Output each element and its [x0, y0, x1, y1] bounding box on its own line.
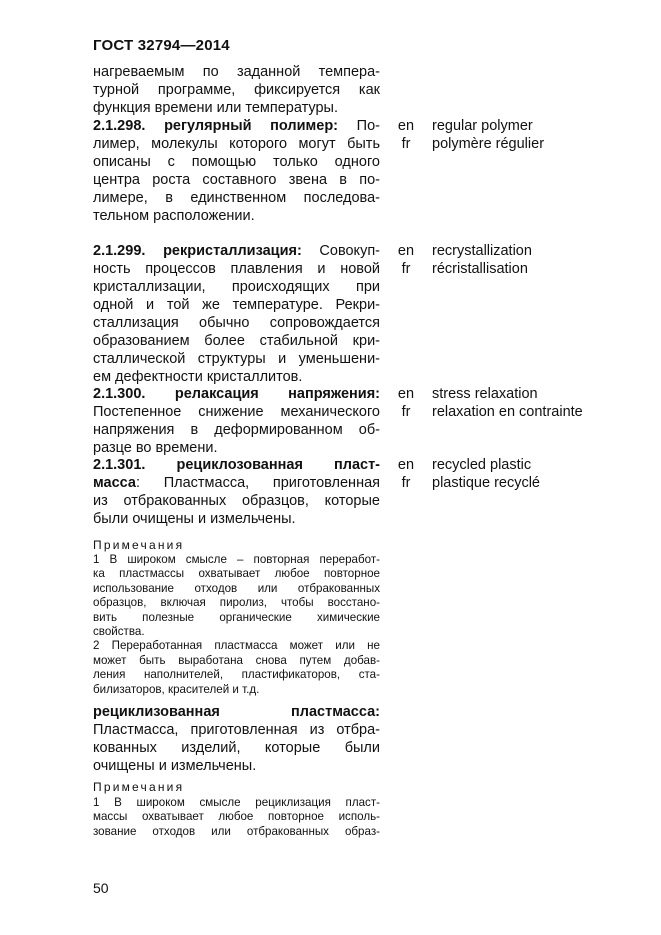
lang-code-en: en — [397, 243, 415, 259]
notes-block — [93, 796, 380, 839]
notes-heading: Примечания — [93, 780, 185, 794]
translation-en: recycled plastic — [432, 457, 532, 473]
term-name: релаксация напряжения: — [174, 386, 380, 402]
text-line: кристаллизации, происходящих при — [93, 279, 380, 295]
term-number: 2.1.298. — [93, 118, 146, 134]
translation-en: regular polymer — [432, 118, 533, 134]
text-line: лимере, в единственном последова- — [93, 190, 380, 206]
text-line: образованием более стабильной кри- — [93, 333, 380, 349]
note-line: зование отходов или отбракованных образ- — [93, 824, 380, 838]
term-entry-recycled-plastic — [93, 703, 380, 775]
text-line: кованных изделий, которые были — [93, 740, 380, 756]
note-line: вить полезные органические химические — [93, 610, 380, 624]
text-line: разце во времени. — [93, 440, 218, 456]
text-line — [93, 474, 380, 492]
text-line: лимер, молекулы которого могут быть — [93, 136, 380, 152]
text-line: нагреваемым по заданной темпера- — [93, 64, 380, 80]
text-line: описаны с помощью только одного — [93, 154, 380, 170]
note-line: может быть выработана снова путем добав- — [93, 653, 380, 667]
text-line: из отбракованных образцов, которые — [93, 493, 380, 509]
text-line: одной и той же температуре. Рекри- — [93, 297, 380, 313]
text-line — [93, 385, 380, 403]
translation-fr: plastique recyclé — [432, 475, 540, 491]
text-line: тельном расположении. — [93, 208, 255, 224]
text-line: функция времени или температуры. — [93, 100, 338, 116]
translation-en: recrystallization — [432, 243, 532, 259]
text-fragment: По- — [356, 118, 380, 134]
term-name: рекристаллизация: — [163, 243, 302, 259]
term-entry-2-1-299 — [93, 242, 380, 386]
notes-block — [93, 553, 380, 697]
text-fragment: : Пластмасса, приготовленная — [135, 475, 380, 491]
term-number: 2.1.301. — [93, 457, 146, 473]
page-number: 50 — [93, 880, 109, 896]
text-line: напряжения в деформированном об- — [93, 422, 380, 438]
lang-code-fr: fr — [401, 136, 411, 152]
note-line: ления наполнителей, пластификаторов, ста- — [93, 668, 380, 682]
term-number: 2.1.299. — [93, 243, 146, 259]
text-line: центра роста составного звена в по- — [93, 172, 380, 188]
note-line: образцов, включая пиролиз, чтобы восстано- — [93, 596, 380, 610]
text-line — [93, 703, 380, 721]
note-line: ка пластмассы охватывает любое повторное — [93, 567, 380, 581]
note-line: использование отходов или отбракованных — [93, 581, 380, 595]
text-line: турной программе, фиксируется как — [93, 82, 380, 98]
note-line: билизаторов, красителей и т.д. — [93, 682, 260, 696]
text-line: сталлической структуры и уменьшени- — [93, 351, 380, 367]
text-line: очищены и измельчены. — [93, 758, 257, 774]
translation-fr: récristallisation — [432, 261, 528, 277]
lang-code-fr: fr — [401, 404, 411, 420]
intro-text — [93, 63, 380, 117]
text-line — [93, 456, 380, 474]
text-line: ность процессов плавления и новой — [93, 261, 380, 277]
text-line: были очищены и измельчены. — [93, 511, 296, 527]
term-name: рециклизованная пластмасса: — [93, 704, 380, 720]
lang-code-en: en — [397, 457, 415, 473]
note-line: массы охватывает любое повторное исполь- — [93, 810, 380, 824]
text-line: ем дефектности кристаллитов. — [93, 369, 303, 385]
lang-code-en: en — [397, 386, 415, 402]
note-line: 1 В широком смысле – повторная переработ- — [93, 553, 380, 566]
text-line: Пластмасса, приготовленная из отбра- — [93, 722, 380, 738]
text-line — [93, 242, 380, 260]
document-header: ГОСТ 32794—2014 — [93, 37, 230, 54]
term-entry-2-1-301 — [93, 456, 380, 528]
term-number: 2.1.300. — [93, 386, 146, 402]
text-line: сталлизация обычно сопровождается — [93, 315, 380, 331]
translation-en: stress relaxation — [432, 386, 538, 402]
term-name: регулярный полимер: — [164, 118, 339, 134]
term-entry-2-1-298 — [93, 117, 380, 225]
term-name: масса — [93, 475, 136, 491]
note-line: свойства. — [93, 625, 145, 639]
note-line: 1 В широком смысле рециклизация пласт- — [93, 796, 380, 809]
translation-fr: polymère régulier — [432, 136, 545, 152]
term-name: рециклозованная пласт- — [176, 457, 380, 473]
text-line — [93, 117, 380, 135]
text-line: Постепенное снижение механического — [93, 404, 380, 420]
note-line: 2 Переработанная пластмасса может или не — [93, 639, 380, 653]
lang-code-fr: fr — [401, 261, 411, 277]
notes-heading: Примечания — [93, 538, 185, 552]
text-fragment: Совокуп- — [319, 243, 380, 259]
translation-fr: relaxation en contrainte — [432, 404, 583, 420]
term-entry-2-1-300 — [93, 385, 380, 457]
lang-code-en: en — [397, 118, 415, 134]
lang-code-fr: fr — [401, 475, 411, 491]
